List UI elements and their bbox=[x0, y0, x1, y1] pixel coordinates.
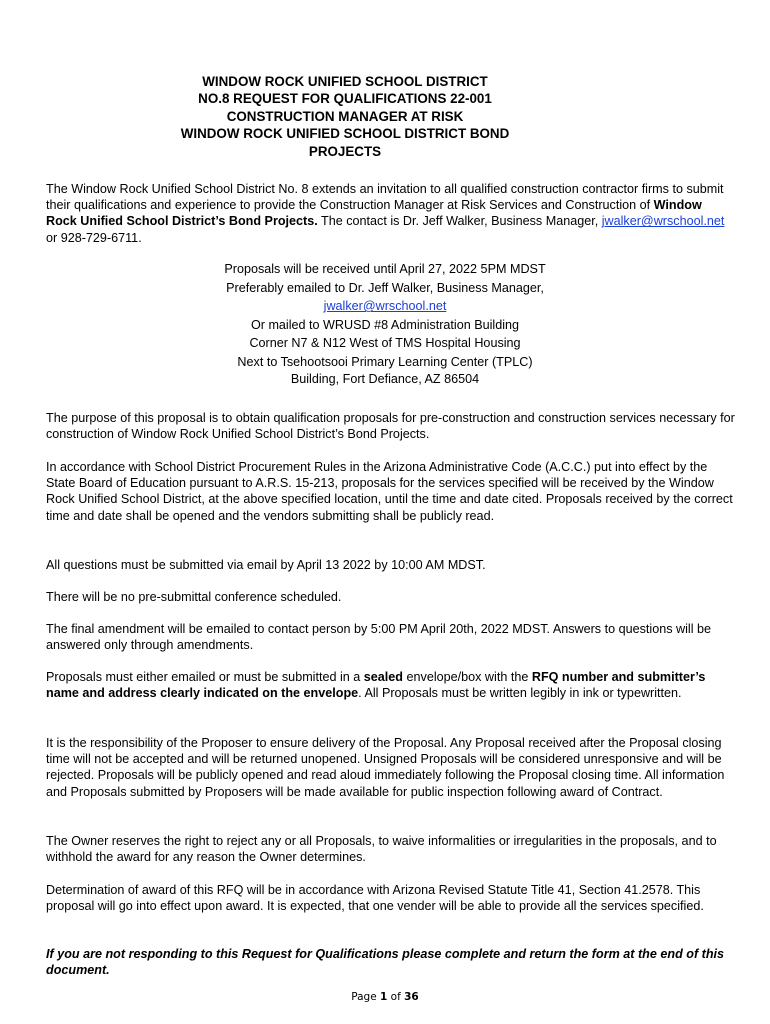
bond-projects-bold: Window Rock Unified School District’s Bond Projects. bbox=[46, 198, 702, 229]
contact-email-link[interactable]: jwalker@wrschool.net bbox=[601, 214, 725, 229]
title-line: PROJECTS bbox=[308, 143, 382, 159]
intro-phone-text: or 928-729-6711. bbox=[46, 230, 142, 245]
submission-location: Corner N7 & N12 West of TMS Hospital Housing bbox=[249, 336, 521, 351]
page-of-label: of bbox=[387, 991, 405, 1003]
submission-mail-address: Or mailed to WRUSD #8 Administration Building bbox=[250, 317, 520, 332]
submission-email-link[interactable]: jwalker@wrschool.net bbox=[323, 299, 447, 314]
conference-paragraph: There will be no pre-submittal conference scheduled. bbox=[46, 590, 342, 604]
submission-details bbox=[0, 260, 770, 387]
intro-paragraph bbox=[46, 181, 736, 246]
title-line: WINDOW ROCK UNIFIED SCHOOL DISTRICT BOND bbox=[180, 126, 510, 142]
rfq-label-bold: RFQ number and submitter’s name and address clearly indicated on the envelope bbox=[46, 670, 706, 701]
sealed-text: . All Proposals must be written legibly in ink or typewritten. bbox=[358, 686, 682, 701]
amendment-paragraph: The final amendment will be emailed to contact person by 5:00 PM April 20th, 2022 MDST. Answers to questions will be answered only through amendments. bbox=[46, 622, 712, 653]
submission-city: Building, Fort Defiance, AZ 86504 bbox=[290, 371, 480, 386]
non-response-notice: If you are not responding to this Request for Qualifications please complete and return the form at the end of this document. bbox=[46, 947, 725, 978]
title-line: NO.8 REQUEST FOR QUALIFICATIONS 22-001 bbox=[198, 91, 492, 107]
sealed-text: Proposals must either emailed or must be submitted in a bbox=[46, 670, 364, 684]
owner-rights-paragraph: The Owner reserves the right to reject any or all Proposals, to waive informalities or irregularities in the proposals, and to withhold the award for any reason the Owner determines. bbox=[46, 834, 717, 865]
responsibility-paragraph: It is the responsibility of the Proposer to ensure delivery of the Proposal. Any Proposal received after the Proposal closing time will not be accepted and will be returned unopened. Unsigned Proposals will be considered unresponsive and will be rejected. Proposals will be publicly opened and read aloud immediately following the Proposal closing time. All information and Proposals submitted by Proposers will be made available for public inspection following award of Contract. bbox=[46, 736, 725, 799]
title-line: WINDOW ROCK UNIFIED SCHOOL DISTRICT bbox=[202, 74, 488, 89]
sealed-bold: sealed bbox=[363, 670, 404, 684]
submission-email-preference: Preferably emailed to Dr. Jeff Walker, Business Manager, bbox=[226, 280, 544, 295]
intro-text: The Window Rock Unified School District No. 8 extends an invitation to all qualified construction contractor firms to submit their qualifications and experience to provide the Construction Manager at Risk Services and Construction of bbox=[46, 182, 724, 213]
page-number: 1 bbox=[380, 991, 388, 1003]
procurement-paragraph: In accordance with School District Procurement Rules in the Arizona Administrative Code (A.C.C.) put into effect by the State Board of Education pursuant to A.R.S. 15-213, proposals for the services specified will be received by the Window Rock Unified School District, at the above specified location, until the time and date cited. Proposals received by the correct time and date shall be opened and the vendors submitting shall be publicly read. bbox=[46, 460, 733, 523]
sealed-submission-paragraph bbox=[46, 669, 736, 701]
page-label: Page bbox=[351, 991, 381, 1003]
sealed-text: envelope/box with the bbox=[403, 670, 532, 684]
award-paragraph: Determination of award of this RFQ will be in accordance with Arizona Revised Statute Title 41, Section 41.2578. This proposal will go into effect upon award. It is expected, that one vender will be able to provide all the services specified. bbox=[46, 883, 704, 914]
questions-paragraph: All questions must be submitted via email by April 13 2022 by 10:00 AM MDST. bbox=[46, 558, 486, 572]
page-total: 36 bbox=[404, 991, 419, 1003]
purpose-paragraph: The purpose of this proposal is to obtain qualification proposals for pre-construction and construction services necessary for construction of Window Rock Unified School District’s Bond Projects. bbox=[46, 411, 735, 442]
submission-landmark: Next to Tsehootsooi Primary Learning Center (TPLC) bbox=[237, 354, 533, 369]
page-footer bbox=[0, 991, 770, 1003]
intro-contact-text: The contact is Dr. Jeff Walker, Business Manager, bbox=[317, 214, 602, 229]
document-title bbox=[0, 73, 690, 160]
submission-deadline: Proposals will be received until April 27, 2022 5PM MDST bbox=[224, 262, 546, 276]
title-line: CONSTRUCTION MANAGER AT RISK bbox=[226, 108, 464, 124]
